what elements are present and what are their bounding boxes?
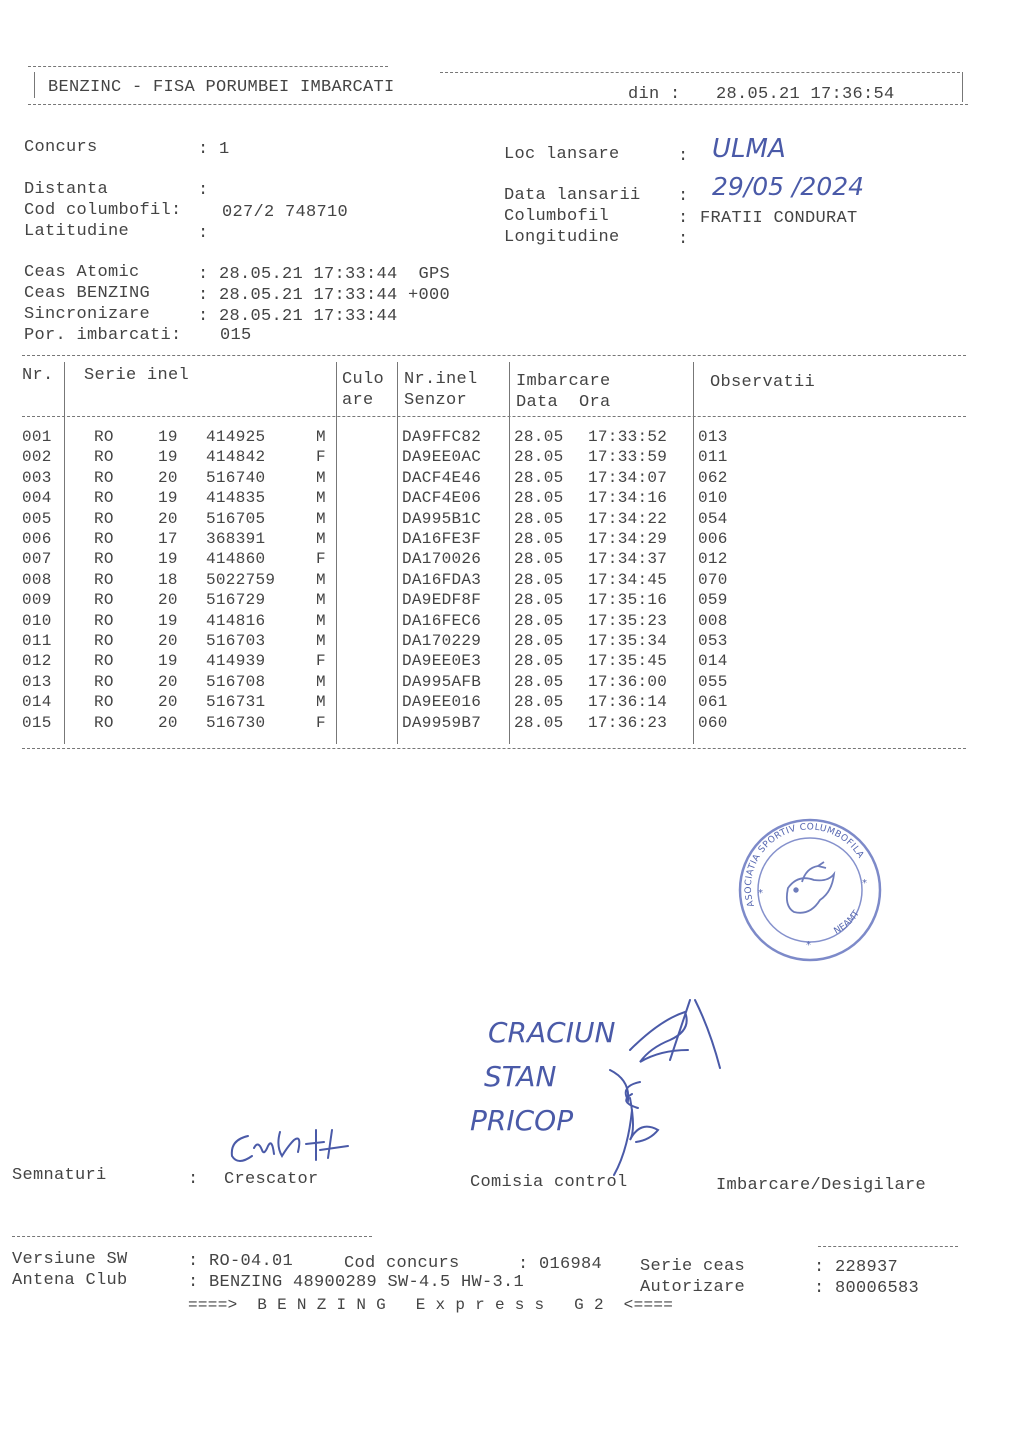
col-divider-senzor <box>509 362 510 744</box>
cell-obs: 008 <box>698 611 728 630</box>
cell-inel: 5022759 <box>206 570 276 589</box>
cell-tara: RO <box>94 509 114 528</box>
header-bottom-rule <box>28 104 968 105</box>
cell-senzor: DA9EE016 <box>402 693 482 712</box>
cell-sex: M <box>316 632 326 650</box>
cell-an: 19 <box>158 611 178 630</box>
cell-inel: 414842 <box>206 448 266 467</box>
columbofil-value: FRATII CONDURAT <box>700 209 858 228</box>
crescator-label: Crescator <box>224 1170 319 1189</box>
print-date-label: din : <box>628 85 681 104</box>
cell-nr: 001 <box>22 428 52 446</box>
data-lansarii-sep: : <box>678 187 689 206</box>
cell-data: 28.05 <box>514 530 564 548</box>
cell-an: 20 <box>158 632 178 650</box>
cell-sex: M <box>316 693 326 712</box>
cell-tara: RO <box>94 468 114 487</box>
cell-ora: 17:34:22 <box>588 509 668 528</box>
cell-data: 28.05 <box>514 570 564 589</box>
cell-sex: M <box>316 428 326 446</box>
cell-nr: 002 <box>22 448 52 467</box>
cell-tara: RO <box>94 693 114 712</box>
th-senzor-2: Senzor <box>404 391 468 410</box>
print-date-value: 28.05.21 17:36:54 <box>716 85 895 104</box>
ceas-benzing-label: Ceas BENZING <box>24 284 151 303</box>
cell-data: 28.05 <box>514 428 564 446</box>
cell-senzor: DA16FEC6 <box>402 611 482 630</box>
cell-tara: RO <box>94 591 114 610</box>
cell-inel: 414835 <box>206 489 266 508</box>
cell-data: 28.05 <box>514 468 564 487</box>
loc-lansare-handwritten: ULMA <box>712 134 786 164</box>
ceas-atomic-label: Ceas Atomic <box>24 263 140 282</box>
cell-data: 28.05 <box>514 448 564 467</box>
cell-sex: M <box>316 530 326 548</box>
cell-an: 19 <box>158 652 178 671</box>
loc-lansare-label: Loc lansare <box>504 145 620 164</box>
cell-inel: 516730 <box>206 713 266 732</box>
cell-tara: RO <box>94 652 114 671</box>
cod-columbofil-label: Cod columbofil: <box>24 201 182 220</box>
cell-data: 28.05 <box>514 672 564 691</box>
autorizare-value: : 80006583 <box>814 1279 920 1298</box>
cell-senzor: DA16FDA3 <box>402 570 482 589</box>
col-divider-nr <box>64 362 65 744</box>
cell-obs: 060 <box>698 713 728 732</box>
cell-inel: 516703 <box>206 632 266 650</box>
cell-ora: 17:36:00 <box>588 672 668 691</box>
latitudine-value: : <box>198 224 209 243</box>
sincronizare-value: : 28.05.21 17:33:44 <box>198 307 398 326</box>
cell-nr: 012 <box>22 652 52 671</box>
cell-ora: 17:35:23 <box>588 611 668 630</box>
cell-senzor: DA16FE3F <box>402 530 482 548</box>
cell-sex: F <box>316 448 326 467</box>
cell-inel: 516729 <box>206 591 266 610</box>
cell-senzor: DA9FFC82 <box>402 428 482 446</box>
semnaturi-sep: : <box>188 1170 199 1189</box>
cell-data: 28.05 <box>514 713 564 732</box>
cell-data: 28.05 <box>514 509 564 528</box>
imbarcare-desigilare-label: Imbarcare/Desigilare <box>716 1176 927 1195</box>
cell-data: 28.05 <box>514 693 564 712</box>
cell-sex: F <box>316 652 326 671</box>
cell-an: 19 <box>158 489 178 508</box>
autorizare-label: Autorizare <box>640 1278 746 1297</box>
cell-sex: M <box>316 570 326 589</box>
cell-ora: 17:35:34 <box>588 632 668 650</box>
cell-senzor: DA9EDF8F <box>402 591 482 610</box>
committee-name-stan: STAN <box>484 1060 557 1093</box>
col-divider-culoare <box>397 362 398 744</box>
svg-text:*: * <box>758 888 763 899</box>
data-lansarii-handwritten: 29/05 /2024 <box>712 172 865 201</box>
document-title: BENZINC - FISA PORUMBEI IMBARCATI <box>48 78 395 97</box>
cell-ora: 17:34:37 <box>588 550 668 569</box>
cell-an: 17 <box>158 530 178 548</box>
porumbei-imbarcati-label: Por. imbarcati: <box>24 326 182 345</box>
cell-nr: 006 <box>22 530 52 548</box>
header-top-rule-left <box>28 66 388 67</box>
porumbei-imbarcati-value: 015 <box>220 326 252 345</box>
cell-obs: 010 <box>698 489 728 508</box>
cell-inel: 516740 <box>206 468 266 487</box>
cell-inel: 414860 <box>206 550 266 569</box>
dove-icon <box>787 862 834 913</box>
th-culoare-2: are <box>342 391 374 410</box>
cell-senzor: DA9959B7 <box>402 713 482 732</box>
th-senzor-1: Nr.inel <box>404 370 478 389</box>
cell-tara: RO <box>94 428 114 446</box>
header-top-rule-right <box>440 72 960 73</box>
cell-ora: 17:33:52 <box>588 428 668 446</box>
cell-senzor: DACF4E46 <box>402 468 482 487</box>
sincronizare-label: Sincronizare <box>24 305 151 324</box>
header-right-border <box>962 72 963 102</box>
cell-inel: 414816 <box>206 611 266 630</box>
cell-data: 28.05 <box>514 611 564 630</box>
cell-senzor: DA995AFB <box>402 672 482 691</box>
th-imbarcare-1: Imbarcare <box>516 372 611 391</box>
cell-obs: 014 <box>698 652 728 671</box>
cell-nr: 008 <box>22 570 52 589</box>
cell-obs: 059 <box>698 591 728 610</box>
cell-nr: 003 <box>22 468 52 487</box>
cell-ora: 17:34:29 <box>588 530 668 548</box>
crescator-signature <box>224 1116 354 1172</box>
cell-inel: 516705 <box>206 509 266 528</box>
cell-an: 19 <box>158 448 178 467</box>
cell-ora: 17:35:45 <box>588 652 668 671</box>
footer-rule-right <box>818 1246 958 1247</box>
cell-tara: RO <box>94 713 114 732</box>
cell-inel: 414925 <box>206 428 266 446</box>
comisia-control-label: Comisia control <box>470 1173 628 1192</box>
footer-rule-left <box>12 1236 372 1237</box>
cod-columbofil-value: 027/2 748710 <box>222 203 349 222</box>
cell-an: 20 <box>158 693 178 712</box>
cell-tara: RO <box>94 570 114 589</box>
svg-text:*: * <box>862 878 867 889</box>
cell-obs: 061 <box>698 693 728 712</box>
cell-ora: 17:33:59 <box>588 448 668 467</box>
semnaturi-label: Semnaturi <box>12 1166 107 1185</box>
cell-an: 19 <box>158 550 178 569</box>
cell-tara: RO <box>94 611 114 630</box>
distanta-label: Distanta <box>24 180 109 199</box>
cell-inel: 516708 <box>206 672 266 691</box>
cell-senzor: DA9EE0E3 <box>402 652 482 671</box>
cell-sex: M <box>316 468 326 487</box>
cell-inel: 516731 <box>206 693 266 712</box>
concurs-value: : 1 <box>198 140 230 159</box>
cell-ora: 17:34:45 <box>588 570 668 589</box>
th-observatii: Observatii <box>710 373 816 392</box>
cell-sex: F <box>316 713 326 732</box>
cell-sex: M <box>316 591 326 610</box>
cell-nr: 011 <box>22 632 52 650</box>
antena-club-label: Antena Club <box>12 1271 128 1290</box>
th-imbarcare-2: Data Ora <box>516 393 611 412</box>
cell-data: 28.05 <box>514 489 564 508</box>
cell-obs: 055 <box>698 672 728 691</box>
cell-nr: 010 <box>22 611 52 630</box>
versiune-sw-value: : RO-04.01 <box>188 1252 294 1271</box>
cell-sex: M <box>316 672 326 691</box>
cell-ora: 17:34:16 <box>588 489 668 508</box>
cod-concurs-label: Cod concurs <box>344 1254 460 1273</box>
distanta-value: : <box>198 181 209 200</box>
antena-club-value: : BENZING 48900289 SW-4.5 HW-3.1 <box>188 1273 525 1292</box>
cell-an: 20 <box>158 672 178 691</box>
cell-tara: RO <box>94 632 114 650</box>
cell-obs: 053 <box>698 632 728 650</box>
cell-obs: 062 <box>698 468 728 487</box>
cell-an: 20 <box>158 713 178 732</box>
cell-an: 20 <box>158 591 178 610</box>
cell-an: 19 <box>158 428 178 446</box>
cod-concurs-value: : 016984 <box>518 1255 603 1274</box>
cell-an: 20 <box>158 468 178 487</box>
cell-inel: 414939 <box>206 652 266 671</box>
cell-obs: 013 <box>698 428 728 446</box>
cell-tara: RO <box>94 448 114 467</box>
cell-senzor: DA9EE0AC <box>402 448 482 467</box>
cell-obs: 012 <box>698 550 728 569</box>
cell-senzor: DA995B1C <box>402 509 482 528</box>
association-stamp <box>736 816 884 964</box>
th-nr: Nr. <box>22 366 54 385</box>
cell-an: 18 <box>158 570 178 589</box>
col-divider-imbarcare <box>693 362 694 744</box>
stamp-text-top: ASOCIATIA SPORTIV COLUMBOFILA <box>743 822 866 908</box>
committee-signatures <box>600 990 740 1180</box>
concurs-label: Concurs <box>24 138 98 157</box>
loc-lansare-sep: : <box>678 147 689 166</box>
cell-ora: 17:36:14 <box>588 693 668 712</box>
serie-ceas-label: Serie ceas <box>640 1257 746 1276</box>
latitudine-label: Latitudine <box>24 222 130 241</box>
cell-ora: 17:34:07 <box>588 468 668 487</box>
cell-sex: M <box>316 489 326 508</box>
longitudine-label: Longitudine <box>504 228 620 247</box>
benzing-express-banner: ====> B E N Z I N G E x p r e s s G 2 <==== <box>188 1296 674 1314</box>
ceas-atomic-value: : 28.05.21 17:33:44 GPS <box>198 265 451 284</box>
header-left-border <box>34 72 35 98</box>
cell-nr: 005 <box>22 509 52 528</box>
table-header-rule <box>22 416 966 417</box>
cell-nr: 007 <box>22 550 52 569</box>
cell-nr: 013 <box>22 672 52 691</box>
svg-text:*: * <box>806 940 811 951</box>
cell-obs: 011 <box>698 448 728 467</box>
cell-sex: M <box>316 611 326 630</box>
svg-text:NEAMT <box>833 909 863 937</box>
table-bottom-rule <box>22 748 966 749</box>
cell-ora: 17:36:23 <box>588 713 668 732</box>
cell-data: 28.05 <box>514 652 564 671</box>
data-lansarii-label: Data lansarii <box>504 186 641 205</box>
cell-data: 28.05 <box>514 632 564 650</box>
columbofil-sep: : <box>678 209 689 228</box>
cell-sex: F <box>316 550 326 569</box>
cell-obs: 070 <box>698 570 728 589</box>
serie-ceas-value: : 228937 <box>814 1258 899 1277</box>
col-divider-serie <box>336 362 337 744</box>
th-serie-inel: Serie inel <box>84 366 190 385</box>
cell-tara: RO <box>94 530 114 548</box>
cell-nr: 015 <box>22 713 52 732</box>
cell-sex: M <box>316 509 326 528</box>
longitudine-sep: : <box>678 230 689 249</box>
cell-senzor: DACF4E06 <box>402 489 482 508</box>
committee-name-pricop: PRICOP <box>470 1104 574 1137</box>
cell-nr: 014 <box>22 693 52 712</box>
cell-nr: 009 <box>22 591 52 610</box>
cell-ora: 17:35:16 <box>588 591 668 610</box>
cell-an: 20 <box>158 509 178 528</box>
cell-tara: RO <box>94 489 114 508</box>
table-top-rule <box>22 355 966 356</box>
cell-senzor: DA170026 <box>402 550 482 569</box>
th-culoare-1: Culo <box>342 370 385 389</box>
cell-senzor: DA170229 <box>402 632 482 650</box>
cell-tara: RO <box>94 550 114 569</box>
cell-data: 28.05 <box>514 591 564 610</box>
cell-data: 28.05 <box>514 550 564 569</box>
committee-name-craciun: CRACIUN <box>488 1016 616 1049</box>
cell-obs: 006 <box>698 530 728 548</box>
stamp-text-bottom: NEAMT <box>832 908 862 937</box>
cell-inel: 368391 <box>206 530 266 548</box>
columbofil-label: Columbofil <box>504 207 610 226</box>
cell-nr: 004 <box>22 489 52 508</box>
cell-tara: RO <box>94 672 114 691</box>
versiune-sw-label: Versiune SW <box>12 1250 128 1269</box>
ceas-benzing-value: : 28.05.21 17:33:44 +000 <box>198 286 451 305</box>
cell-obs: 054 <box>698 509 728 528</box>
